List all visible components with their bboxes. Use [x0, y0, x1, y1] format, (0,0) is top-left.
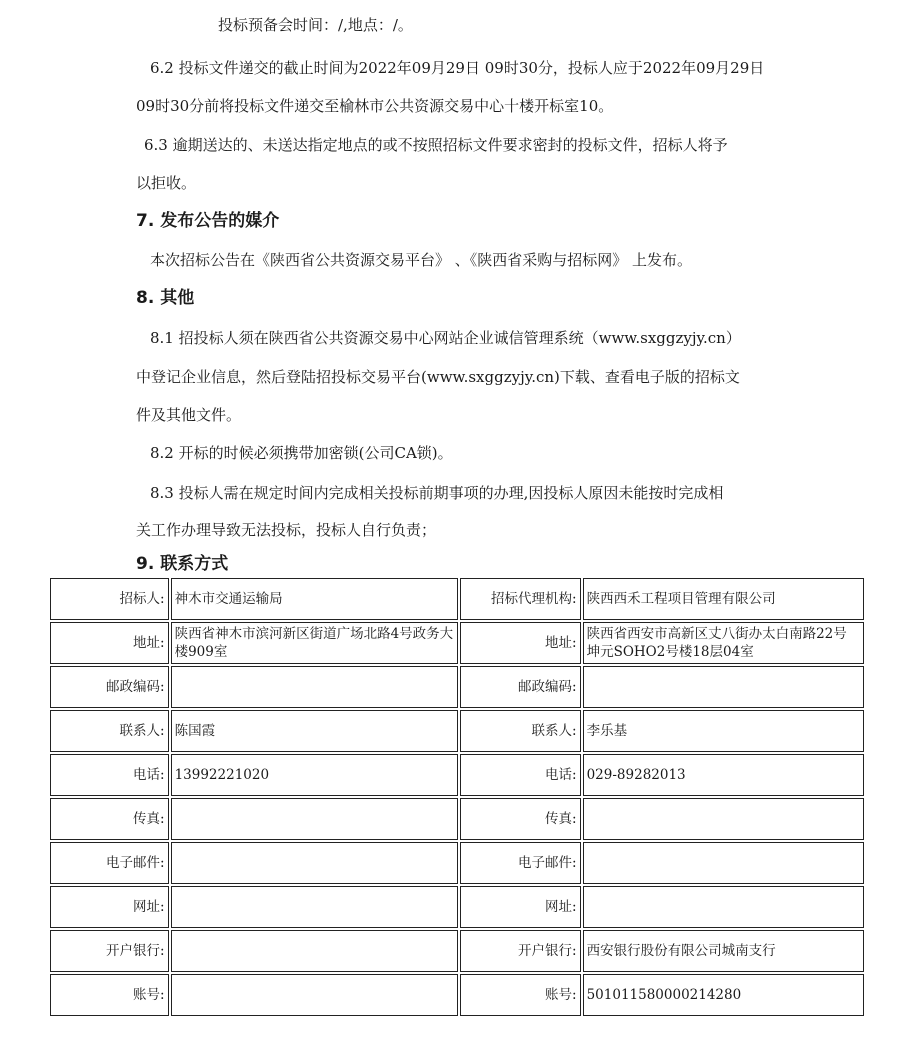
tenderer-contact-value: 陈国霞 [171, 710, 458, 752]
tenderer-phone-label: 电话: [50, 754, 169, 796]
agency-email-label: 电子邮件: [460, 842, 581, 884]
clause-6-3-line-1: 6.3 逾期送达的、未送达指定地点的或不按照招标文件要求密封的投标文件，招标人将予 [144, 136, 728, 154]
tenderer-email-value [171, 842, 458, 884]
agency-website-label: 网址: [460, 886, 581, 928]
clause-8-1-line-1: 8.1 招投标人须在陕西省公共资源交易中心网站企业诚信管理系统（www.sxggzyjy.cn） [150, 329, 741, 347]
table-row-contact [50, 710, 864, 752]
clause-6-2-line-2: 09时30分前将投标文件递交至榆林市公共资源交易中心十楼开标室10。 [136, 97, 614, 115]
table-row-postcode [50, 666, 864, 708]
agency-address-label: 地址: [460, 622, 581, 664]
tenderer-email-label: 电子邮件: [50, 842, 169, 884]
contact-table [48, 576, 866, 1018]
clause-6-3-line-2: 以拒收。 [136, 174, 197, 192]
tenderer-account-label: 账号: [50, 974, 169, 1016]
clause-8-1-line-3: 件及其他文件。 [136, 406, 242, 424]
clause-8-3-line-2: 关工作办理导致无法投标，投标人自行负责； [136, 521, 437, 539]
agency-postcode-value [583, 666, 864, 708]
agency-bank-label: 开户银行: [460, 930, 581, 972]
agency-value: 陕西西禾工程项目管理有限公司 [583, 578, 864, 620]
table-row-phone [50, 754, 864, 796]
agency-website-value [583, 886, 864, 928]
table-row-bank [50, 930, 864, 972]
tenderer-address-label: 地址: [50, 622, 169, 664]
agency-account-value: 501011580000214280 [583, 974, 864, 1016]
agency-contact-label: 联系人: [460, 710, 581, 752]
agency-address-value: 陕西省西安市高新区丈八街办太白南路22号坤元SOHO2号楼18层04室 [583, 622, 864, 664]
tenderer-phone-value: 13992221020 [171, 754, 458, 796]
tenderer-value: 神木市交通运输局 [171, 578, 458, 620]
agency-contact-value: 李乐基 [583, 710, 864, 752]
table-row-website [50, 886, 864, 928]
table-row-fax [50, 798, 864, 840]
media-line: 本次招标公告在《陕西省公共资源交易平台》 、《陕西省采购与招标网》 上发布。 [150, 251, 693, 269]
agency-fax-label: 传真: [460, 798, 581, 840]
clause-6-2-line-1: 6.2 投标文件递交的截止时间为2022年09月29日 09时30分，投标人应于2022年09月29日 [150, 59, 765, 77]
tenderer-bank-value [171, 930, 458, 972]
agency-bank-value: 西安银行股份有限公司城南支行 [583, 930, 864, 972]
agency-phone-value: 029-89282013 [583, 754, 864, 796]
agency-label: 招标代理机构: [460, 578, 581, 620]
tenderer-postcode-label: 邮政编码: [50, 666, 169, 708]
tenderer-contact-label: 联系人: [50, 710, 169, 752]
tenderer-fax-value [171, 798, 458, 840]
section-8-heading: 8. 其他 [136, 288, 195, 308]
tenderer-website-label: 网址: [50, 886, 169, 928]
agency-postcode-label: 邮政编码: [460, 666, 581, 708]
tenderer-fax-label: 传真: [50, 798, 169, 840]
tenderer-account-value [171, 974, 458, 1016]
agency-email-value [583, 842, 864, 884]
tenderer-postcode-value [171, 666, 458, 708]
agency-account-label: 账号: [460, 974, 581, 1016]
clause-8-3-line-1: 8.3 投标人需在规定时间内完成相关投标前期事项的办理,因投标人原因未能按时完成相 [150, 484, 724, 502]
table-row-account [50, 974, 864, 1016]
tenderer-address-value: 陕西省神木市滨河新区街道广场北路4号政务大楼909室 [171, 622, 458, 664]
table-row-tenderer [50, 578, 864, 620]
agency-fax-value [583, 798, 864, 840]
section-9-heading: 9. 联系方式 [136, 554, 229, 574]
tenderer-bank-label: 开户银行: [50, 930, 169, 972]
tenderer-website-value [171, 886, 458, 928]
section-7-heading: 7. 发布公告的媒介 [136, 211, 280, 231]
clause-8-2-line: 8.2 开标的时候必须携带加密锁(公司CA锁)。 [150, 444, 453, 462]
table-row-email [50, 842, 864, 884]
prebid-meeting-line: 投标预备会时间：/,地点：/。 [218, 16, 413, 34]
clause-8-1-line-2: 中登记企业信息，然后登陆招投标交易平台(www.sxggzyjy.cn)下载、查看电子版的招标文 [136, 368, 740, 386]
table-row-address [50, 622, 864, 664]
tenderer-label: 招标人: [50, 578, 169, 620]
agency-phone-label: 电话: [460, 754, 581, 796]
